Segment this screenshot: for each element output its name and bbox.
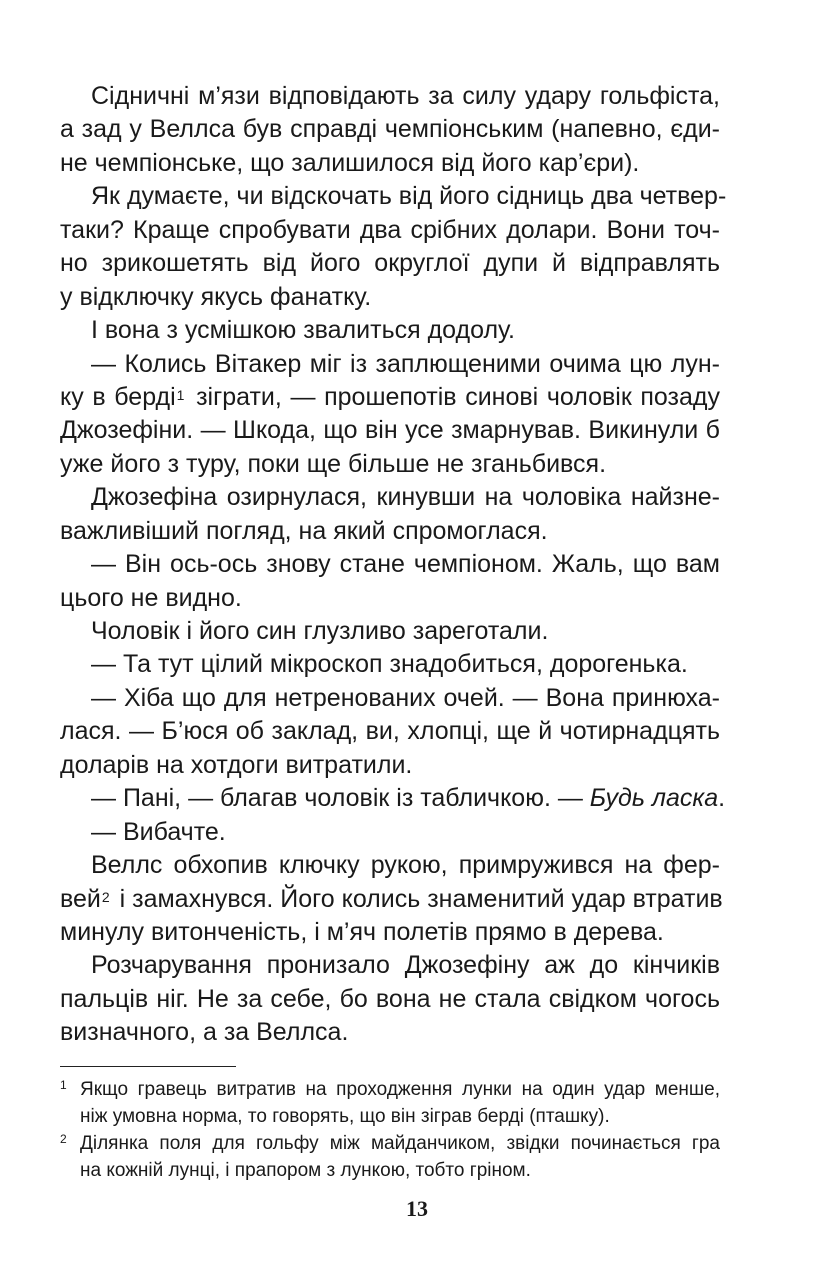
text-line: — Колись Вітакер міг із заплющеними очима цю лун- (91, 349, 720, 378)
text-line: Веллс обхопив ключку рукою, примружився на фер- (91, 851, 720, 880)
text-line: а зад у Веллса був справді чемпіонським (напевно, єди- (60, 115, 720, 144)
text-line: Сідничні м’язи відповідають за силу удару гольфіста, (91, 82, 720, 110)
text-line: цього не видно. (60, 583, 242, 612)
footnotes (60, 1076, 720, 1184)
footnote-line: Ділянка поля для гольфу між майданчиком, звідки починається гра (80, 1133, 720, 1154)
text-line: Джозефіни. — Шкода, що він усе змарнував. Викинули б (60, 416, 720, 445)
footnote-number: 1 (60, 1078, 67, 1092)
text-line: не чемпіонське, що залишилося від його кар’єри). (60, 148, 640, 177)
text-fragment: . (718, 784, 726, 813)
text-line: у відключку якусь фанатку. (60, 282, 372, 311)
text-line: доларів на хотдоги витратили. (60, 750, 413, 779)
footnote-line: на кожній лунці, і прапором з лункою, тобто гріном. (80, 1160, 531, 1181)
text-line: минулу витонченість, і м’яч полетів прямо в дерева. (60, 917, 664, 946)
footnote-line: Якщо гравець витратив на проходження лунки на один удар менше, (80, 1079, 720, 1100)
text-fragment: — Пані, — благав чоловік із табличкою. — (91, 784, 590, 813)
text-fragment: вей (60, 884, 101, 913)
text-line: таки? Краще спробувати два срібних долари. Вони точ- (60, 215, 720, 244)
text-line: Джозефіна озирнулася, кинувши на чоловіка найзне- (91, 483, 720, 512)
text-line: — Та тут цілий мікроскоп знадобиться, дорогенька. (91, 650, 688, 679)
footnote-ref-2[interactable]: 2 (101, 888, 110, 905)
text-line: Розчарування пронизало Джозефіну аж до кінчиків (91, 951, 720, 980)
text-line: Чоловік і його син глузливо зареготали. (91, 617, 549, 645)
body-text (60, 80, 727, 1050)
text-line: пальців ніг. Не за себе, бо вона не стала свідком чогось (60, 984, 720, 1013)
text-line: — Він ось-ось знову стане чемпіоном. Жаль, що вам (91, 550, 720, 579)
footnote-2 (60, 1130, 720, 1184)
text-line: — Хіба що для нетренованих очей. — Вона принюха- (91, 683, 720, 712)
footnote-1 (60, 1076, 720, 1130)
text-line-with-italic (60, 782, 726, 815)
text-line-with-footnote (60, 381, 720, 414)
italic-text: Будь ласка (589, 784, 719, 813)
footnote-divider (60, 1066, 236, 1067)
text-line: І вона з усмішкою звалиться додолу. (91, 316, 515, 345)
text-line: лася. — Б’юся об заклад, ви, хлопці, ще й чотирнадцять (60, 717, 720, 746)
footnote-line: ніж умовна норма, то говорять, що він зіграв берді (пташку). (80, 1106, 610, 1127)
text-line: — Вибачте. (91, 817, 226, 846)
text-line: уже його з туру, поки ще більше не зганьбився. (60, 449, 607, 478)
text-line: Як думаєте, чи відскочать від його сідниць два четвер- (91, 182, 727, 211)
text-line: но зрикошетять від його округлої дупи й відправлять (60, 249, 720, 278)
text-line: важливіший погляд, на який спромоглася. (60, 516, 548, 545)
text-fragment: ку в берді (60, 382, 176, 411)
text-line-with-footnote (60, 883, 723, 916)
text-fragment: і замахнувся. Його колись знаменитий удар втратив (112, 884, 723, 913)
text-fragment: зіграти, — прошепотів синові чоловік позаду (187, 382, 720, 411)
footnote-number: 2 (60, 1132, 67, 1146)
footnote-ref-1[interactable]: 1 (176, 386, 185, 403)
page-number: 13 (406, 1196, 428, 1221)
text-line: визначного, а за Веллса. (60, 1018, 349, 1047)
